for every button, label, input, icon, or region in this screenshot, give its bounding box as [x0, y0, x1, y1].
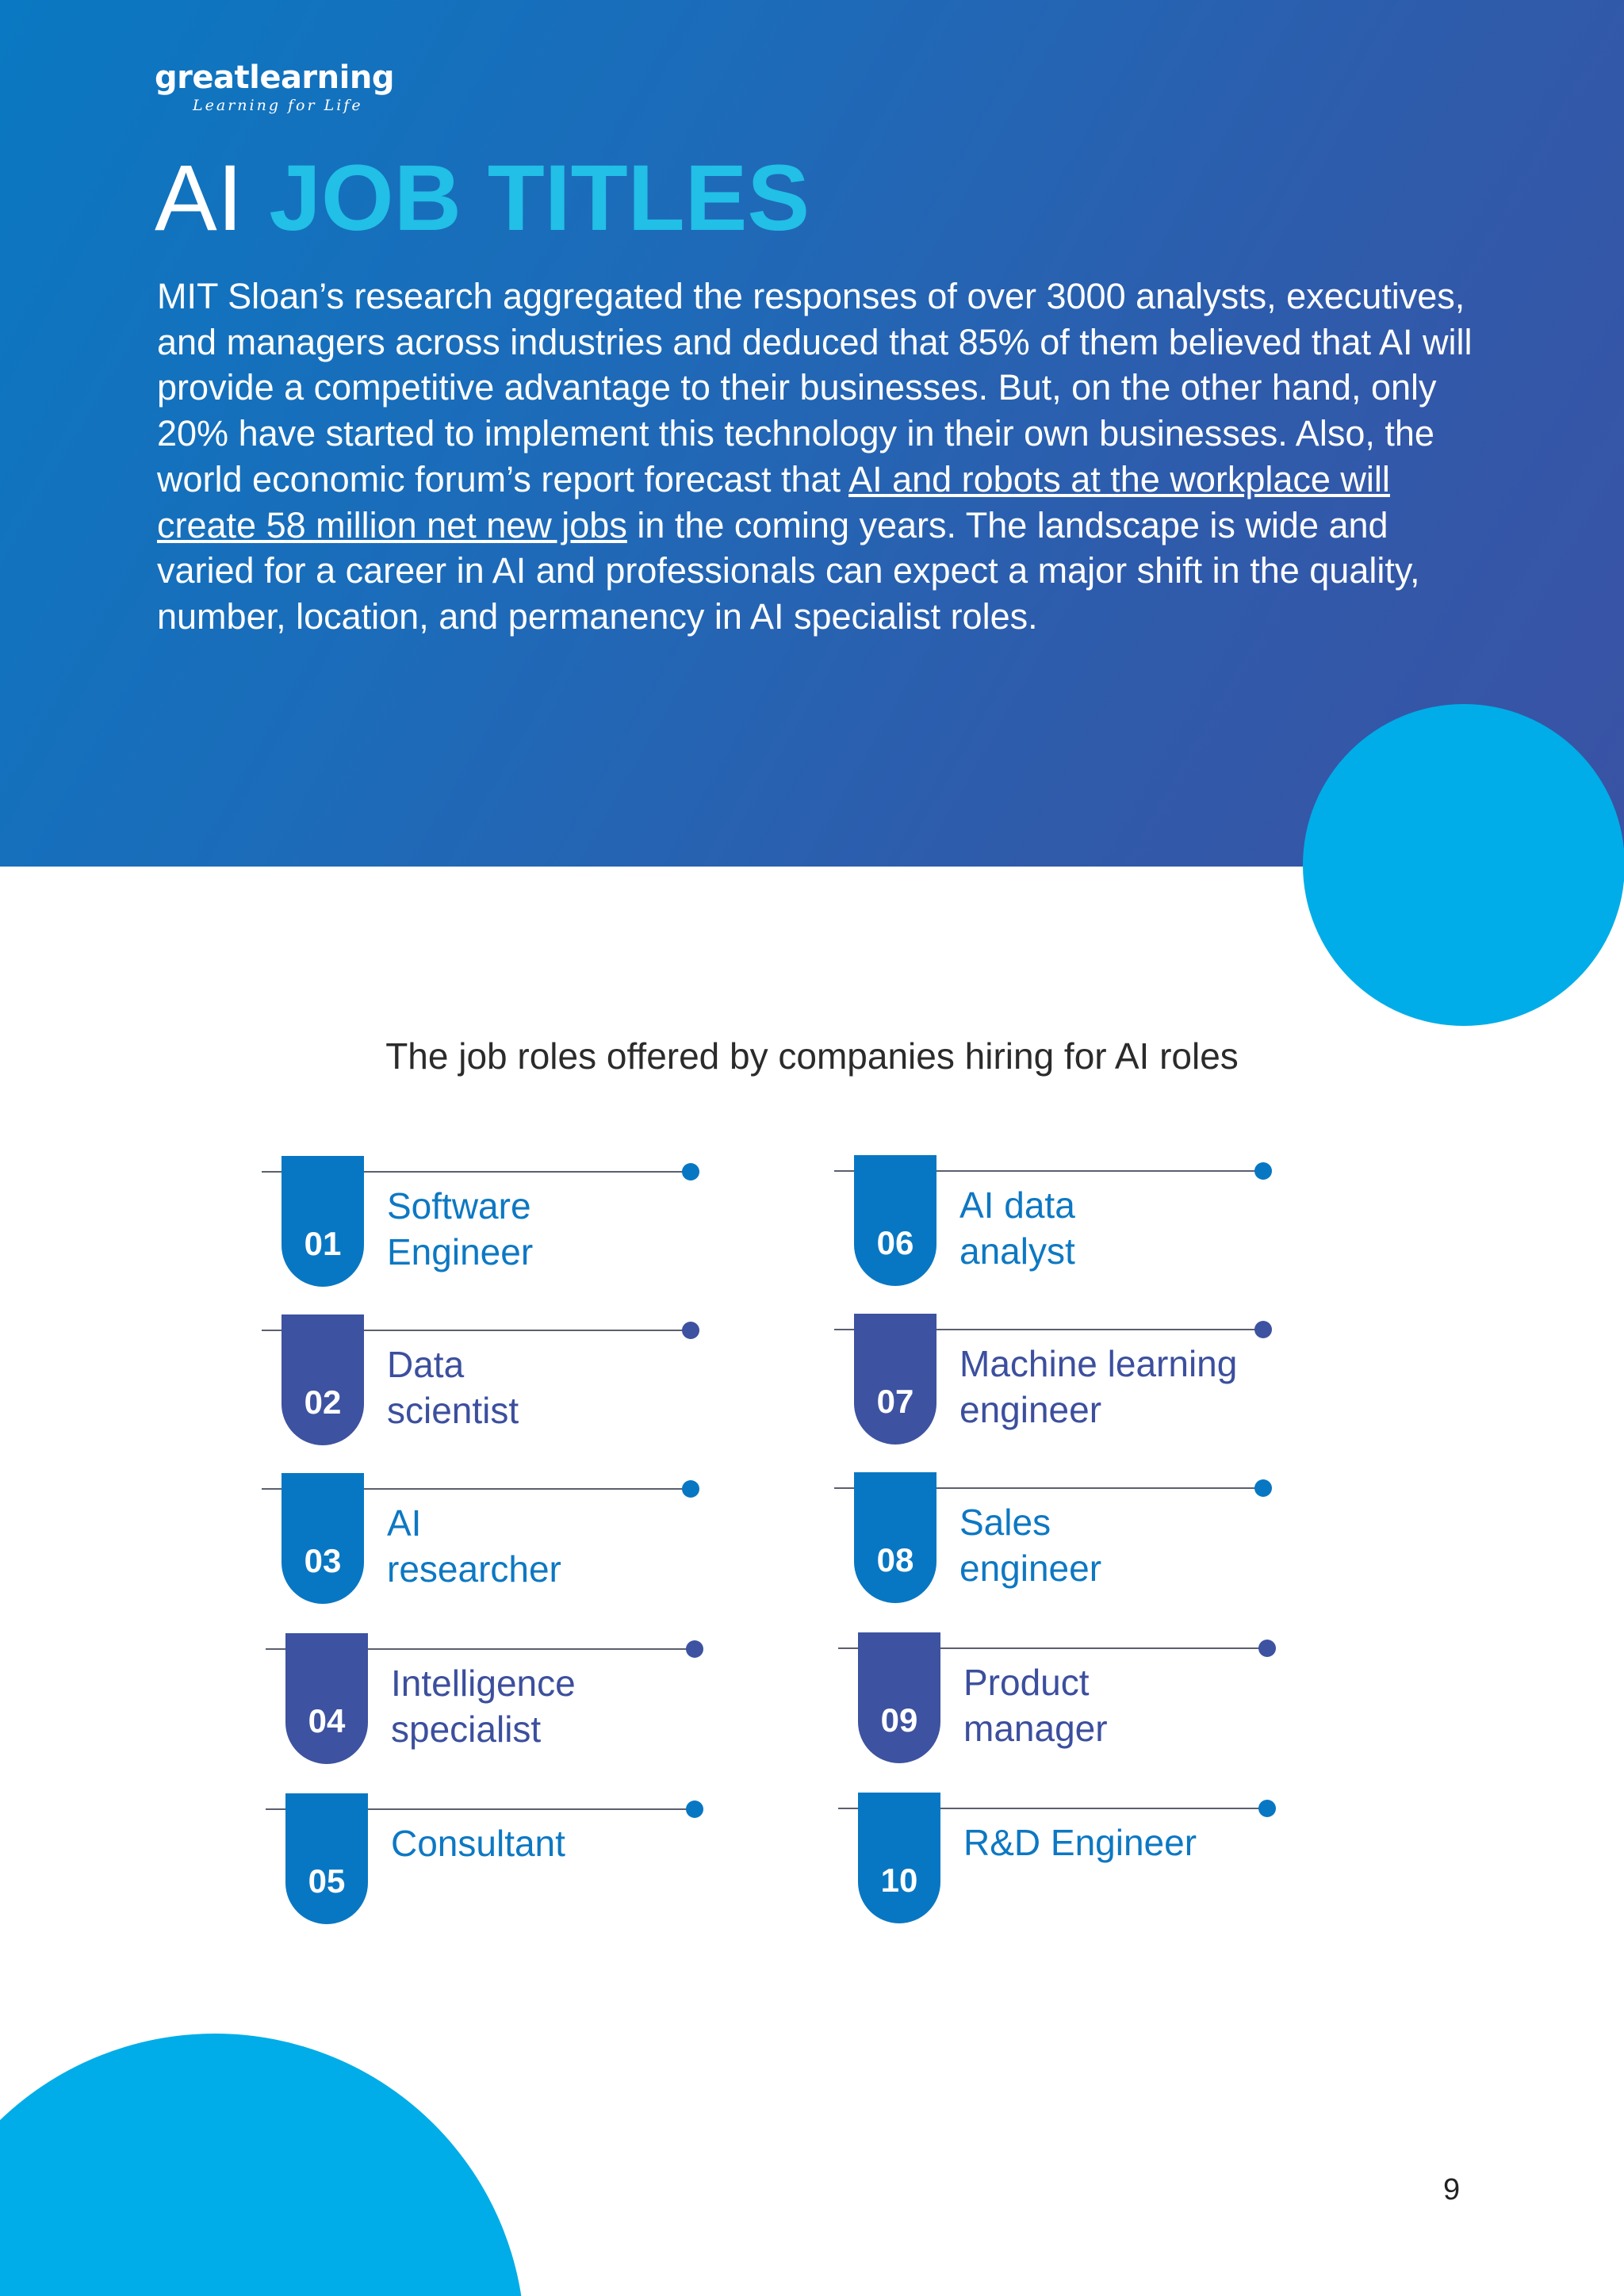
- role-bullet-dot: [1258, 1640, 1276, 1657]
- role-title: Consultant: [391, 1823, 565, 1864]
- role-item-06: [834, 1155, 1278, 1290]
- role-item-02: [262, 1314, 706, 1449]
- logo-wordmark: greatlearning: [155, 59, 394, 96]
- role-title: AI data analyst: [959, 1184, 1075, 1272]
- role-item-01: [262, 1156, 706, 1291]
- role-number-badge: 04: [285, 1633, 368, 1764]
- role-item-03: [262, 1473, 706, 1608]
- role-item-04: [266, 1633, 710, 1768]
- role-bullet-dot: [682, 1322, 699, 1339]
- role-title: AI researcher: [387, 1502, 561, 1590]
- role-number-badge: 05: [285, 1793, 368, 1924]
- role-bullet-dot: [686, 1640, 703, 1658]
- logo-tagline: Learning for Life: [193, 97, 363, 114]
- intro-text-start: MIT Sloan’s research aggregated the responses of over 3000 analysts, executives, and managers across industries and deduced that 85% of them believed that AI will provide a competitive advantage to their businesses. But, on the other hand, only 20% have started to implement this technology in their own businesses. Also, the world economic forum’s report forecast that: [157, 276, 1473, 499]
- greatlearning-logo: [155, 59, 394, 114]
- role-title: Product manager: [963, 1662, 1108, 1749]
- role-item-10: [838, 1793, 1282, 1927]
- intro-paragraph: [157, 274, 1473, 640]
- title-part-ai: AI: [155, 146, 243, 251]
- role-title: R&D Engineer: [963, 1822, 1197, 1863]
- wef-report-link[interactable]: AI and robots at the workplace will create 58 million net new jobs: [157, 458, 1390, 545]
- role-bullet-dot: [1258, 1800, 1276, 1817]
- role-item-05: [266, 1793, 710, 1928]
- role-item-07: [834, 1314, 1278, 1448]
- role-number-badge: 07: [854, 1314, 936, 1445]
- role-number-badge: 02: [282, 1314, 364, 1445]
- decorative-circle-bottom: [0, 2034, 525, 2296]
- role-title: Machine learning engineer: [959, 1343, 1238, 1430]
- role-title: Sales engineer: [959, 1502, 1102, 1589]
- role-bullet-dot: [682, 1163, 699, 1181]
- role-number-badge: 01: [282, 1156, 364, 1287]
- role-number-badge: 10: [858, 1793, 940, 1923]
- decorative-circle-top: [1303, 704, 1624, 1026]
- role-title: Intelligence specialist: [391, 1663, 576, 1750]
- role-title: Software Engineer: [387, 1185, 534, 1272]
- role-bullet-dot: [686, 1800, 703, 1818]
- page-title: [155, 143, 810, 254]
- page-number: 9: [1443, 2173, 1461, 2206]
- role-bullet-dot: [1254, 1162, 1272, 1180]
- role-item-09: [838, 1632, 1282, 1767]
- role-number-badge: 06: [854, 1155, 936, 1286]
- intro-text-end: in the coming years. The landscape is wide and varied for a career in AI and professionals can expect a major shift in the quality, number, location, and permanency in AI specialist roles.: [157, 504, 1420, 637]
- role-number-badge: 09: [858, 1632, 940, 1763]
- role-bullet-dot: [1254, 1479, 1272, 1497]
- title-part-job-titles: JOB TITLES: [269, 146, 810, 251]
- role-bullet-dot: [682, 1480, 699, 1498]
- role-item-08: [834, 1472, 1278, 1607]
- roles-subtitle: The job roles offered by companies hiring for AI roles: [385, 1035, 1239, 1077]
- role-title: Data scientist: [387, 1344, 519, 1431]
- role-number-badge: 03: [282, 1473, 364, 1604]
- role-number-badge: 08: [854, 1472, 936, 1603]
- role-bullet-dot: [1254, 1321, 1272, 1338]
